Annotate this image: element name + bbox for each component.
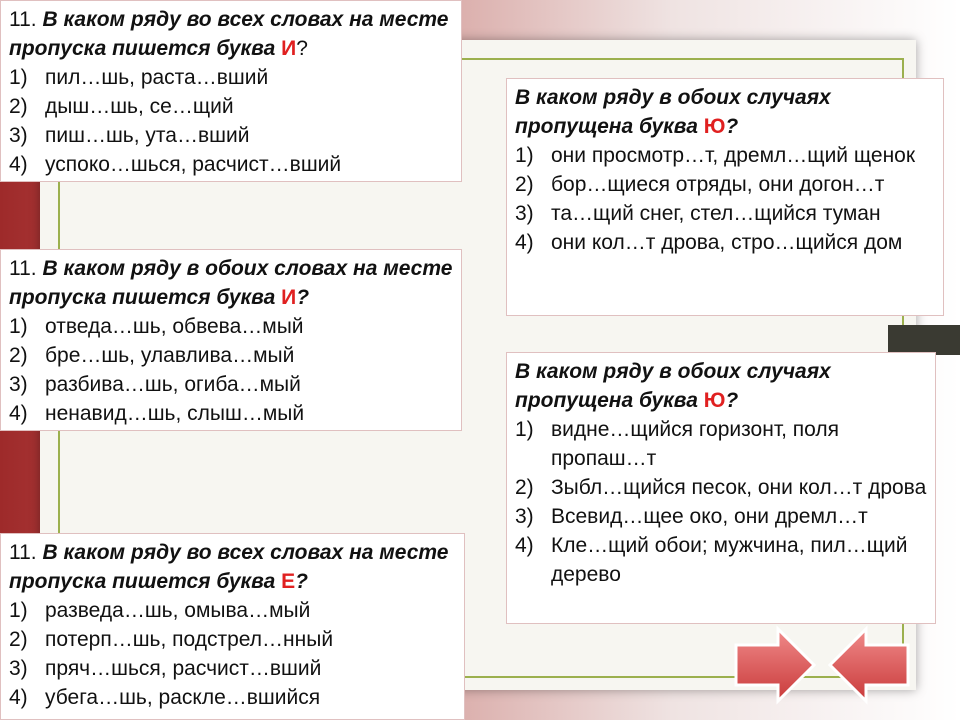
option-text: 11.	[9, 541, 37, 564]
option-text: они просмотр…т, дремл…щий щенок	[551, 144, 916, 167]
navigation-arrows	[732, 625, 912, 705]
option-text: разбива…шь, огиба…мый	[45, 373, 301, 396]
option-text: та…щий снег, стел…щийся туман	[551, 202, 881, 225]
question-text	[515, 83, 937, 141]
option-text: видне…щийся горизонт, поля пропаш…т	[551, 418, 839, 470]
question-box-3	[0, 533, 465, 720]
option-text: В каком ряду в обоих случаях пропущена буква	[515, 360, 831, 412]
option-2	[515, 170, 937, 199]
option-2	[9, 92, 455, 121]
question-box-2	[0, 249, 462, 431]
option-text: 11.	[9, 8, 37, 31]
option-text: ?	[725, 115, 739, 138]
option-number: 1)	[9, 315, 28, 338]
option-text: ?	[295, 570, 308, 593]
question-box-4	[506, 78, 944, 316]
option-number: 2)	[9, 95, 28, 118]
option-4	[9, 683, 458, 712]
option-number: 1)	[515, 418, 534, 441]
option-number: 4)	[9, 153, 28, 176]
option-text: ?	[725, 389, 739, 412]
option-1	[515, 415, 929, 473]
option-number: 1)	[515, 144, 534, 167]
option-number: 2)	[515, 476, 534, 499]
option-1	[515, 141, 937, 170]
option-1	[9, 312, 455, 341]
option-4	[515, 531, 929, 589]
question-box-1	[0, 0, 462, 182]
option-1	[9, 596, 458, 625]
option-text: бор…щиеся отряды, они догон…т	[551, 173, 885, 196]
option-number: 3)	[515, 202, 534, 225]
option-4	[9, 150, 455, 179]
option-number: 3)	[9, 124, 28, 147]
option-text: убега…шь, раскле…вшийся	[45, 686, 321, 709]
option-text: ?	[296, 37, 308, 60]
option-number: 2)	[515, 173, 534, 196]
option-1	[9, 63, 455, 92]
option-number: 4)	[9, 686, 28, 709]
option-3	[515, 502, 929, 531]
option-number: 2)	[9, 628, 28, 651]
option-text: успоко…шься, расчист…вший	[45, 153, 342, 176]
option-number: 1)	[9, 66, 28, 89]
option-number: 3)	[9, 657, 28, 680]
option-text: Зыбл…щийся песок, они кол…т дрова	[551, 476, 927, 499]
option-number: 4)	[515, 231, 534, 254]
option-text: Кле…щий обои; мужчина, пил…щий дерево	[551, 534, 908, 586]
arrow-left-icon[interactable]	[830, 629, 908, 701]
option-text: В каком ряду в обоих словах на месте пропуска пишется буква	[9, 257, 453, 309]
question-text	[9, 538, 458, 596]
option-text: Ю	[703, 115, 726, 138]
option-text: В каком ряду во всех словах на месте пропуска пишется буква	[9, 8, 449, 60]
option-number: 3)	[9, 373, 28, 396]
option-text: они кол…т дрова, стро…щийся дом	[551, 231, 903, 254]
option-text: И	[281, 37, 297, 60]
option-text: Ю	[703, 389, 726, 412]
question-text	[515, 357, 929, 415]
option-number: 4)	[9, 402, 28, 425]
option-text: потерп…шь, подстрел…нный	[45, 628, 334, 651]
option-4	[9, 399, 455, 428]
option-3	[9, 121, 455, 150]
arrow-right-icon[interactable]	[736, 629, 814, 701]
option-2	[9, 625, 458, 654]
option-number: 1)	[9, 599, 28, 622]
option-4	[515, 228, 937, 257]
option-text: бре…шь, улавлива…мый	[45, 344, 295, 367]
option-text: В каком ряду во всех словах на месте пропуска пишется буква	[9, 541, 449, 593]
option-text: 11.	[9, 257, 37, 280]
option-2	[515, 473, 929, 502]
option-2	[9, 341, 455, 370]
option-number: 3)	[515, 505, 534, 528]
decorative-tab	[888, 325, 960, 355]
option-text: пиш…шь, ута…вший	[45, 124, 250, 147]
option-text: отведа…шь, обвева…мый	[45, 315, 304, 338]
option-text: ?	[296, 286, 310, 309]
option-3	[9, 370, 455, 399]
option-text: И	[281, 286, 297, 309]
question-text	[9, 254, 455, 312]
question-text	[9, 5, 455, 63]
option-text: разведа…шь, омыва…мый	[45, 599, 311, 622]
option-3	[515, 199, 937, 228]
option-text: дыш…шь, се…щий	[45, 95, 234, 118]
option-text: Всевид…щее око, они дремл…т	[551, 505, 868, 528]
option-text: Е	[281, 570, 296, 593]
option-text: пил…шь, раста…вший	[45, 66, 269, 89]
option-text: пряч…шься, расчист…вший	[45, 657, 322, 680]
option-number: 2)	[9, 344, 28, 367]
option-3	[9, 654, 458, 683]
option-number: 4)	[515, 534, 534, 557]
option-text: ненавид…шь, слыш…мый	[45, 402, 305, 425]
option-text: В каком ряду в обоих случаях пропущена буква	[515, 86, 831, 138]
question-box-5	[506, 352, 936, 624]
